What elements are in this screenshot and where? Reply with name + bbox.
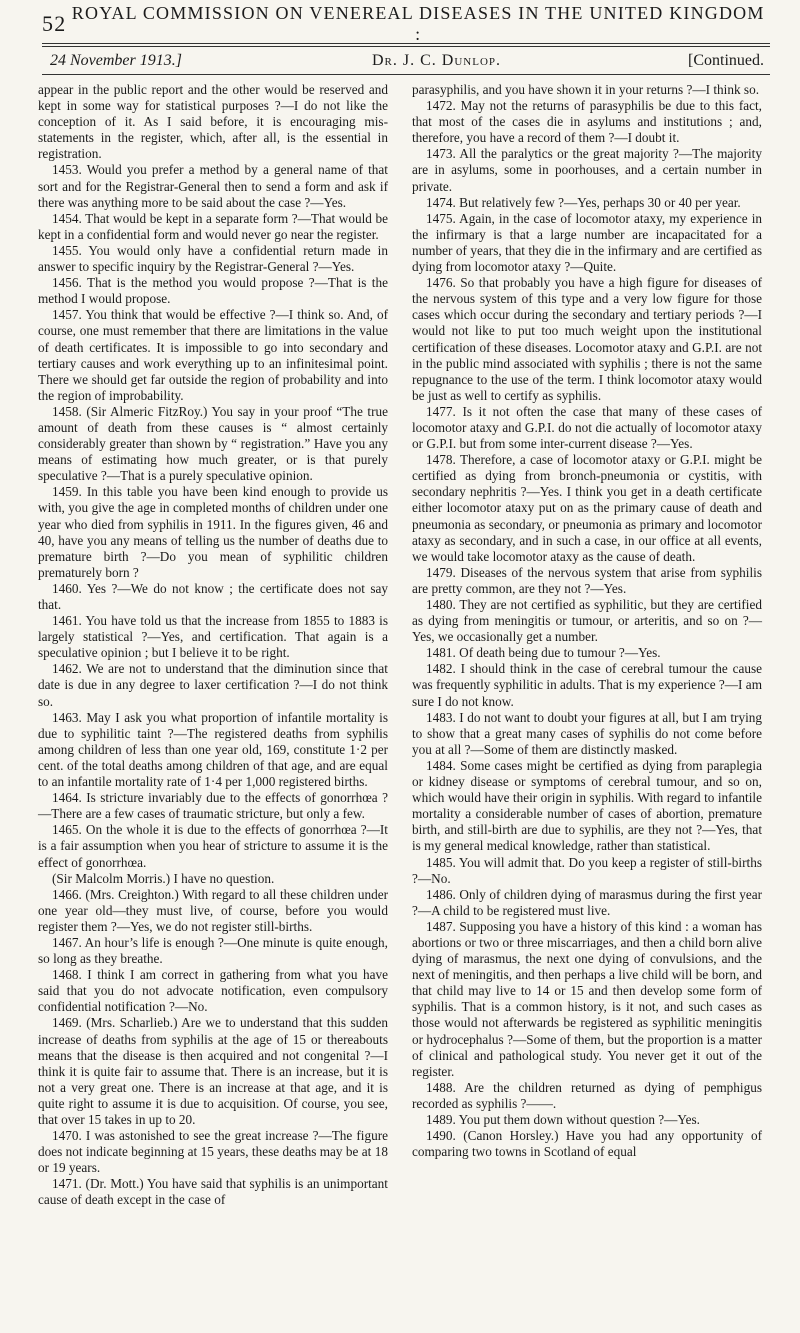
- left-column-paragraph: 1453. Would you prefer a method by a general name of that sort and for the Registrar-General then to send a form and ask if there was anything more to be said about the case ?—Yes.: [38, 162, 388, 210]
- left-column-paragraph: 1457. You think that would be effective ?—I think so. And, of course, one must remember that there are limitations in the value of death certificates. It is impossible to go into secondary and tertiary causes and work everything up to an infinitesimal point. There we should get far outside the region of probability and into the region of improbability.: [38, 307, 388, 403]
- header-rule: [42, 43, 770, 44]
- left-column-paragraph: 1469. (Mrs. Scharlieb.) Are we to understand that this sudden increase of deaths from syphilis at the age of 15 or thereabouts means that the disease is then acquired and not congenital ?—I think it is quite fair to assume that. There is an increase, but it is not a very great one. There is an increase at that age, and it is quite right to assume it is due to acquisition. Of course, you see, that over 15 takes in up to 20.: [38, 1015, 388, 1127]
- right-column-paragraph: 1472. May not the returns of parasyphilis be due to this fact, that most of the cases die in asylums and institutions ; and, therefore, you have a record of them ?—I doubt it.: [412, 98, 762, 146]
- left-column-paragraph: 1468. I think I am correct in gathering from what you have said that you do not advocate notification, even compulsory confidential notification ?—No.: [38, 967, 388, 1015]
- right-column-paragraph: 1487. Supposing you have a history of this kind : a woman has abortions or two or three miscarriages, and then a child born alive dying of marasmus, the next one dying of convulsions, and the next of meningitis, and then perhaps a live child will be born, and that child may live to 14 or 15 and then develop some form of syphilis. That is a common history, is it not, and such cases as those would not afterwards be registered as syphilitic meningitis or hydrocephalus ?—Some of them, but the proportion is a matter of clinical and pathological study. You never get it out of the register.: [412, 918, 762, 1079]
- left-column-paragraph: 1470. I was astonished to see the great increase ?—The figure does not indicate beginning at 15 years, these deaths may be at 18 or 19 years.: [38, 1128, 388, 1176]
- left-column-paragraph: 1458. (Sir Almeric FitzRoy.) You say in your proof “The true amount of death from these causes is “ almost certainly considerably greater than shown by “ registration.” Have you any means of estimating how much greater, or is that purely speculative ?—That is a purely speculative opinion.: [38, 403, 388, 484]
- subheader-rule: [42, 74, 770, 75]
- witness-name: Dr. J. C. Dunlop.: [372, 52, 502, 69]
- right-column-paragraph: 1480. They are not certified as syphilitic, but they are certified as dying from meningitis or tumour, or arteritis, and so on ?—Yes, we occasionally get a number.: [412, 597, 762, 645]
- left-column: [38, 82, 388, 1209]
- right-column-paragraph: 1479. Diseases of the nervous system that arise from syphilis are pretty common, are they not ?—Yes.: [412, 564, 762, 596]
- left-column-paragraph: 1462. We are not to understand that the diminution since that date is due in any degree to laxer certification ?—I do not think so.: [38, 661, 388, 709]
- right-column-paragraph: 1488. Are the children returned as dying of pemphigus recorded as syphilis ?——.: [412, 1079, 762, 1111]
- right-column-paragraph: 1476. So that probably you have a high figure for diseases of the nervous system of this type and a very low figure for those cases which occur during the secondary and tertiary periods ?—I would not like to put too much weight upon the institutional certification of these diseases. Locomotor ataxy and G.P.I. are not in the public mind associated with syphilis ; there is not the same repugnance to the use of the term. I think locomotor ataxy would be just as well to certify as syphilis.: [412, 275, 762, 403]
- left-column-paragraph: 1471. (Dr. Mott.) You have said that syphilis is an unimportant cause of death except in the case of: [38, 1176, 388, 1208]
- left-column-paragraph: 1459. In this table you have been kind enough to provide us with, you give the age in completed months of children under one year who died from syphilis in 1911. In the figures given, 46 and 40, have you any means of telling us the number of deaths due to premature birth ?—Do you mean of syphilitic children prematurely born ?: [38, 484, 388, 580]
- page-title: ROYAL COMMISSION ON VENEREAL DISEASES IN THE UNITED KINGDOM :: [71, 3, 765, 44]
- left-column-paragraph: appear in the public report and the other would be reserved and kept in some way for statistical purposes ?—I do not like the conception of it. As I said before, it is encouraging mis-statements in the register, which, after all, is the essential in registration.: [38, 82, 388, 162]
- right-column-paragraph: 1481. Of death being due to tumour ?—Yes.: [426, 645, 661, 661]
- left-column-paragraph: 1460. Yes ?—We do not know ; the certificate does not say that.: [38, 580, 388, 612]
- page-number: 52: [42, 11, 67, 36]
- right-column: [412, 82, 762, 1160]
- subheader: [42, 50, 770, 74]
- right-column-paragraph: 1485. You will admit that. Do you keep a register of still-births ?—No.: [412, 854, 762, 886]
- session-date: 24 November 1913.]: [50, 52, 182, 69]
- right-column-paragraph: parasyphilis, and you have shown it in your returns ?—I think so.: [412, 82, 760, 97]
- left-column-paragraph: 1464. Is stricture invariably due to the effects of gonorrhœa ?—There are a few cases of traumatic stricture, but only a few.: [38, 790, 388, 822]
- right-column-paragraph: 1477. Is it not often the case that many of these cases of locomotor ataxy and G.P.I. do not die actually of locomotor ataxy or G.P.I. but from some inter-current disease ?—Yes.: [412, 403, 762, 452]
- right-column-paragraph: 1474. But relatively few ?—Yes, perhaps 30 or 40 per year.: [426, 194, 741, 210]
- right-column-paragraph: 1478. Therefore, a case of locomotor ataxy or G.P.I. might be certified as dying from bronch-pneumonia or cystitis, with secondary nephritis ?—Yes. I think you get in a death certificate either locomotor ataxy put on as the primary cause of death and pneumonia as secondary, or pneumonia as primary and locomotor ataxy as secondary, and in such a case, in our office at all events, we would take locomotor ataxy as the cause of death.: [412, 452, 762, 564]
- left-column-paragraph: (Sir Malcolm Morris.) I have no question.: [52, 870, 275, 886]
- left-column-paragraph: 1467. An hour’s life is enough ?—One minute is quite enough, so long as they breathe.: [38, 934, 388, 967]
- left-column-paragraph: 1465. On the whole it is due to the effects of gonorrhœa ?—It is a fair assumption when you hear of stricture to assume it is the effect of gonorrhœa.: [38, 822, 388, 870]
- right-column-paragraph: 1475. Again, in the case of locomotor ataxy, my experience in the infirmary is that a large number are incapacitated for a number of years, that they die in the infirmary and are certified as dying from locomotor ataxy ?—Quite.: [412, 210, 762, 275]
- header-rule-thin: [42, 46, 770, 47]
- left-column-paragraph: 1463. May I ask you what proportion of infantile mortality is due to syphilitic taint ?—The registered deaths from syphilis among children of less than one year old, 169, constitute 1·2 per cent. of the total deaths among children of that age, and are equal to an infantile mortality rate of 1·4 per 1,000 registered births.: [38, 709, 388, 790]
- right-column-paragraph: 1482. I should think in the case of cerebral tumour the cause was frequently syphilitic in adults. That is my experience ?—I am sure I do not know.: [412, 661, 762, 709]
- left-column-paragraph: 1466. (Mrs. Creighton.) With regard to all these children under one year old—they must live, of course, before you would register them ?—Yes, we do not register still-births.: [38, 886, 388, 934]
- continued-label: [Continued.: [688, 52, 764, 69]
- left-column-paragraph: 1455. You would only have a confidential return made in answer to specific inquiry by the Registrar-General ?—Yes.: [38, 242, 388, 275]
- right-column-paragraph: 1483. I do not want to doubt your figures at all, but I am trying to show that a great many cases of syphilis do not come before you at all ?—Some of them are distinctly masked.: [412, 709, 762, 757]
- left-column-paragraph: 1454. That would be kept in a separate form ?—That would be kept in a confidential form and would never go near the register.: [38, 210, 388, 242]
- right-column-paragraph: 1486. Only of children dying of marasmus during the first year ?—A child to be registered must live.: [412, 886, 762, 918]
- running-header: [42, 3, 770, 44]
- left-column-paragraph: 1461. You have told us that the increase from 1855 to 1883 is largely statistical ?—Yes, and certification. That again is a speculative opinion ; but I believe it to be right.: [38, 613, 388, 661]
- left-column-paragraph: 1456. That is the method you would propose ?—That is the method I would propose.: [38, 275, 388, 307]
- right-column-paragraph: 1489. You put them down without question ?—Yes.: [426, 1112, 700, 1127]
- right-column-paragraph: 1490. (Canon Horsley.) Have you had any opportunity of comparing two towns in Scotland of equal: [412, 1128, 762, 1160]
- right-column-paragraph: 1473. All the paralytics or the great majority ?—The majority are in asylums, some in poorhouses, and a certain number in private.: [412, 146, 762, 194]
- right-column-paragraph: 1484. Some cases might be certified as dying from paraplegia or kidney disease or symptoms of cerebral tumour, and so on, which would have their origin in syphilis. With regard to infantile mortality a considerable number of cases of abortion, premature birth, and still-birth are due to syphilis, are they not ?—Yes, that is my general medical knowledge, rather than statistical.: [412, 757, 762, 854]
